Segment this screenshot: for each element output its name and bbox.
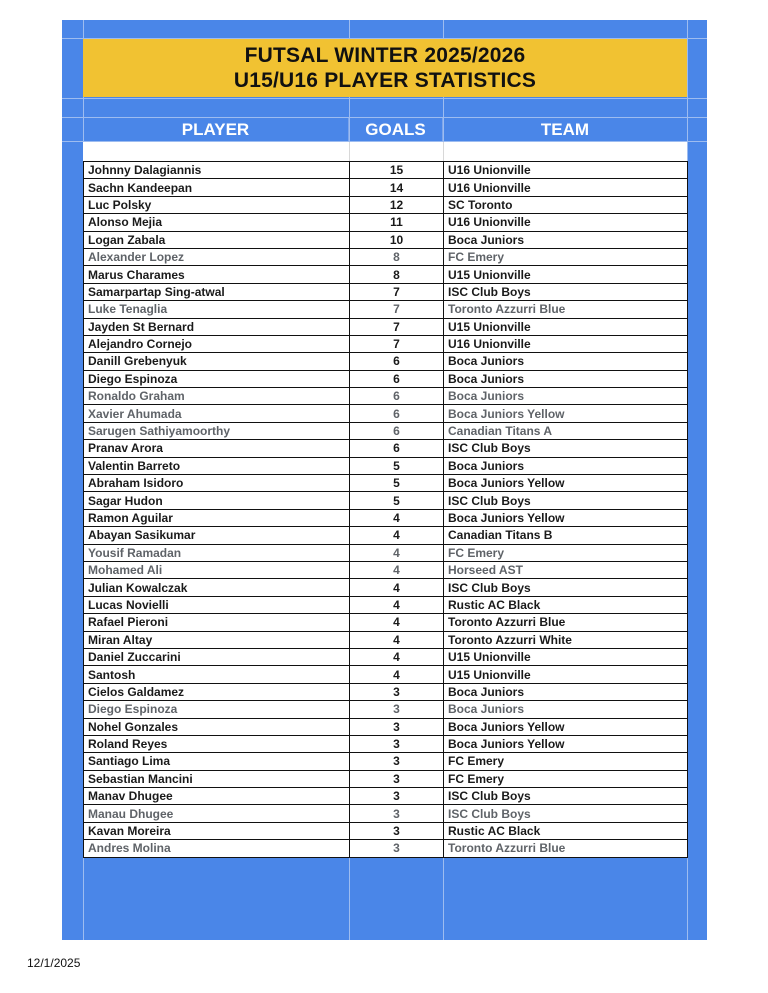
goals-cell[interactable]: 6 [350, 388, 444, 405]
player-statistics-table [83, 161, 688, 858]
goals-cell[interactable]: 7 [350, 301, 444, 318]
team-cell[interactable]: ISC Club Boys [444, 283, 688, 300]
table-row [84, 788, 688, 805]
goals-cell[interactable]: 8 [350, 248, 444, 265]
goals-cell[interactable]: 15 [350, 162, 444, 179]
goals-cell[interactable]: 3 [350, 805, 444, 822]
table-row [84, 492, 688, 509]
table-row [84, 353, 688, 370]
team-cell[interactable]: Horseed AST [444, 561, 688, 578]
team-cell[interactable]: Rustic AC Black [444, 596, 688, 613]
table-row [84, 596, 688, 613]
team-cell[interactable]: Toronto Azzurri Blue [444, 614, 688, 631]
team-cell[interactable]: ISC Club Boys [444, 805, 688, 822]
team-cell[interactable]: Canadian Titans B [444, 527, 688, 544]
team-cell[interactable]: Boca Juniors Yellow [444, 405, 688, 422]
table-row [84, 422, 688, 439]
team-cell[interactable]: ISC Club Boys [444, 579, 688, 596]
team-cell[interactable]: Boca Juniors Yellow [444, 718, 688, 735]
goals-cell[interactable]: 6 [350, 370, 444, 387]
player-cell[interactable]: Andres Molina [84, 840, 350, 857]
goals-cell[interactable]: 4 [350, 561, 444, 578]
goals-cell[interactable]: 11 [350, 214, 444, 231]
table-row [84, 718, 688, 735]
table-row [84, 805, 688, 822]
blank-row [83, 142, 687, 161]
team-cell[interactable]: Boca Juniors [444, 231, 688, 248]
player-cell[interactable]: Luc Polsky [84, 196, 350, 213]
player-cell[interactable]: Yousif Ramadan [84, 544, 350, 561]
player-cell[interactable]: Alexander Lopez [84, 248, 350, 265]
goals-cell[interactable]: 4 [350, 631, 444, 648]
goals-cell[interactable]: 5 [350, 457, 444, 474]
player-cell[interactable]: Rafael Pieroni [84, 614, 350, 631]
player-cell[interactable]: Jayden St Bernard [84, 318, 350, 335]
table-row [84, 614, 688, 631]
goals-cell[interactable]: 3 [350, 788, 444, 805]
player-cell[interactable]: Santiago Lima [84, 753, 350, 770]
goals-cell[interactable]: 4 [350, 648, 444, 665]
goals-cell[interactable]: 7 [350, 283, 444, 300]
table-row [84, 196, 688, 213]
player-cell[interactable]: Manau Dhugee [84, 805, 350, 822]
table-row [84, 214, 688, 231]
table-row [84, 301, 688, 318]
table-row [84, 840, 688, 857]
table-row [84, 475, 688, 492]
goals-cell[interactable]: 10 [350, 231, 444, 248]
player-cell[interactable]: Danill Grebenyuk [84, 353, 350, 370]
goals-cell[interactable]: 4 [350, 614, 444, 631]
player-cell[interactable]: Manav Dhugee [84, 788, 350, 805]
team-cell[interactable]: Toronto Azzurri Blue [444, 301, 688, 318]
goals-cell[interactable]: 5 [350, 492, 444, 509]
table-row [84, 822, 688, 839]
table-row [84, 457, 688, 474]
team-cell[interactable]: Rustic AC Black [444, 822, 688, 839]
goals-cell[interactable]: 14 [350, 179, 444, 196]
table-row [84, 318, 688, 335]
player-cell[interactable]: Cielos Galdamez [84, 683, 350, 700]
team-cell[interactable]: ISC Club Boys [444, 788, 688, 805]
goals-cell[interactable]: 3 [350, 701, 444, 718]
cell-divider [349, 142, 350, 161]
player-cell[interactable]: Julian Kowalczak [84, 579, 350, 596]
team-cell[interactable]: ISC Club Boys [444, 492, 688, 509]
goals-column-header[interactable]: GOALS [349, 118, 443, 141]
player-cell[interactable]: Sagar Hudon [84, 492, 350, 509]
table-row [84, 666, 688, 683]
table-row [84, 179, 688, 196]
table-body [84, 162, 688, 858]
player-cell[interactable]: Roland Reyes [84, 735, 350, 752]
team-cell[interactable]: Boca Juniors [444, 388, 688, 405]
goals-cell[interactable]: 3 [350, 718, 444, 735]
team-cell[interactable]: Boca Juniors Yellow [444, 735, 688, 752]
table-row [84, 544, 688, 561]
goals-cell[interactable]: 6 [350, 422, 444, 439]
goals-cell[interactable]: 5 [350, 475, 444, 492]
player-column-header[interactable]: PLAYER [83, 118, 349, 141]
table-row [84, 753, 688, 770]
player-cell[interactable]: Pranav Arora [84, 440, 350, 457]
report-title [83, 39, 687, 97]
player-cell[interactable]: Sarugen Sathiyamoorthy [84, 422, 350, 439]
goals-cell[interactable]: 4 [350, 527, 444, 544]
title-line-2: U15/U16 PLAYER STATISTICS [233, 69, 537, 92]
table-row [84, 405, 688, 422]
table-row [84, 683, 688, 700]
table-row [84, 266, 688, 283]
table-row [84, 283, 688, 300]
goals-cell[interactable]: 6 [350, 440, 444, 457]
player-cell[interactable]: Valentin Barreto [84, 457, 350, 474]
team-cell[interactable]: Boca Juniors Yellow [444, 475, 688, 492]
table-row [84, 735, 688, 752]
table-row [84, 440, 688, 457]
player-cell[interactable]: Kavan Moreira [84, 822, 350, 839]
team-cell[interactable]: Boca Juniors [444, 370, 688, 387]
goals-cell[interactable]: 7 [350, 318, 444, 335]
player-cell[interactable]: Abraham Isidoro [84, 475, 350, 492]
team-cell[interactable]: Boca Juniors [444, 457, 688, 474]
player-cell[interactable]: Samarpartap Sing-atwal [84, 283, 350, 300]
goals-cell[interactable]: 6 [350, 353, 444, 370]
team-cell[interactable]: ISC Club Boys [444, 440, 688, 457]
goals-cell[interactable]: 4 [350, 544, 444, 561]
table-row [84, 579, 688, 596]
team-cell[interactable]: FC Emery [444, 770, 688, 787]
table-row [84, 370, 688, 387]
table-row [84, 388, 688, 405]
table-row [84, 509, 688, 526]
player-cell[interactable]: Diego Espinoza [84, 701, 350, 718]
goals-cell[interactable]: 3 [350, 770, 444, 787]
player-cell[interactable]: Sebastian Mancini [84, 770, 350, 787]
team-cell[interactable]: Boca Juniors [444, 683, 688, 700]
player-cell[interactable]: Alejandro Cornejo [84, 335, 350, 352]
player-cell[interactable]: Diego Espinoza [84, 370, 350, 387]
title-line-1: FUTSAL WINTER 2025/2026 [244, 44, 526, 67]
player-cell[interactable]: Sachn Kandeepan [84, 179, 350, 196]
table-row [84, 231, 688, 248]
team-cell[interactable]: FC Emery [444, 753, 688, 770]
goals-cell[interactable]: 8 [350, 266, 444, 283]
player-cell[interactable]: Ramon Aguilar [84, 509, 350, 526]
player-cell[interactable]: Logan Zabala [84, 231, 350, 248]
team-column-header[interactable]: TEAM [540, 119, 590, 139]
goals-cell[interactable]: 3 [350, 840, 444, 857]
goals-cell[interactable]: 4 [350, 509, 444, 526]
goals-cell[interactable]: 4 [350, 666, 444, 683]
player-cell[interactable]: Mohamed Ali [84, 561, 350, 578]
player-cell[interactable]: Nohel Gonzales [84, 718, 350, 735]
player-cell[interactable]: Santosh [84, 666, 350, 683]
team-cell[interactable]: SC Toronto [444, 196, 688, 213]
player-cell[interactable]: Abayan Sasikumar [84, 527, 350, 544]
table-row [84, 248, 688, 265]
table-row [84, 527, 688, 544]
table-row [84, 648, 688, 665]
player-cell[interactable]: Marus Charames [84, 266, 350, 283]
goals-cell[interactable]: 3 [350, 735, 444, 752]
goals-cell[interactable]: 6 [350, 405, 444, 422]
table-row [84, 701, 688, 718]
table-row [84, 631, 688, 648]
player-cell[interactable]: Xavier Ahumada [84, 405, 350, 422]
column-header-row [83, 118, 687, 141]
player-cell[interactable]: Daniel Zuccarini [84, 648, 350, 665]
player-cell[interactable]: Ronaldo Graham [84, 388, 350, 405]
team-cell[interactable]: U15 Unionville [444, 266, 688, 283]
goals-cell[interactable]: 3 [350, 753, 444, 770]
team-cell[interactable]: Toronto Azzurri White [444, 631, 688, 648]
team-cell[interactable]: U16 Unionville [444, 162, 688, 179]
team-cell[interactable]: U15 Unionville [444, 318, 688, 335]
player-cell[interactable]: Johnny Dalagiannis [84, 162, 350, 179]
goals-cell[interactable]: 3 [350, 822, 444, 839]
team-cell[interactable]: U15 Unionville [444, 666, 688, 683]
team-cell[interactable]: U16 Unionville [444, 179, 688, 196]
cell-divider [443, 142, 444, 161]
team-cell[interactable]: FC Emery [444, 544, 688, 561]
grid-line [62, 98, 707, 99]
player-cell[interactable]: Lucas Novielli [84, 596, 350, 613]
player-cell[interactable]: Alonso Mejia [84, 214, 350, 231]
goals-cell[interactable]: 3 [350, 683, 444, 700]
team-cell[interactable]: FC Emery [444, 248, 688, 265]
player-cell[interactable]: Miran Altay [84, 631, 350, 648]
team-cell[interactable]: Toronto Azzurri Blue [444, 840, 688, 857]
goals-cell[interactable]: 7 [350, 335, 444, 352]
team-cell[interactable]: Canadian Titans A [444, 422, 688, 439]
goals-cell[interactable]: 12 [350, 196, 444, 213]
player-cell[interactable]: Luke Tenaglia [84, 301, 350, 318]
team-cell[interactable]: U15 Unionville [444, 648, 688, 665]
goals-cell[interactable]: 4 [350, 596, 444, 613]
team-cell[interactable]: Boca Juniors [444, 353, 688, 370]
team-cell[interactable]: U16 Unionville [444, 214, 688, 231]
table-row [84, 162, 688, 179]
table-row [84, 335, 688, 352]
goals-cell[interactable]: 4 [350, 579, 444, 596]
table-row [84, 770, 688, 787]
team-cell[interactable]: Boca Juniors [444, 701, 688, 718]
print-date: 12/1/2025 [27, 956, 81, 970]
team-cell[interactable]: U16 Unionville [444, 335, 688, 352]
table-row [84, 561, 688, 578]
team-cell[interactable]: Boca Juniors Yellow [444, 509, 688, 526]
